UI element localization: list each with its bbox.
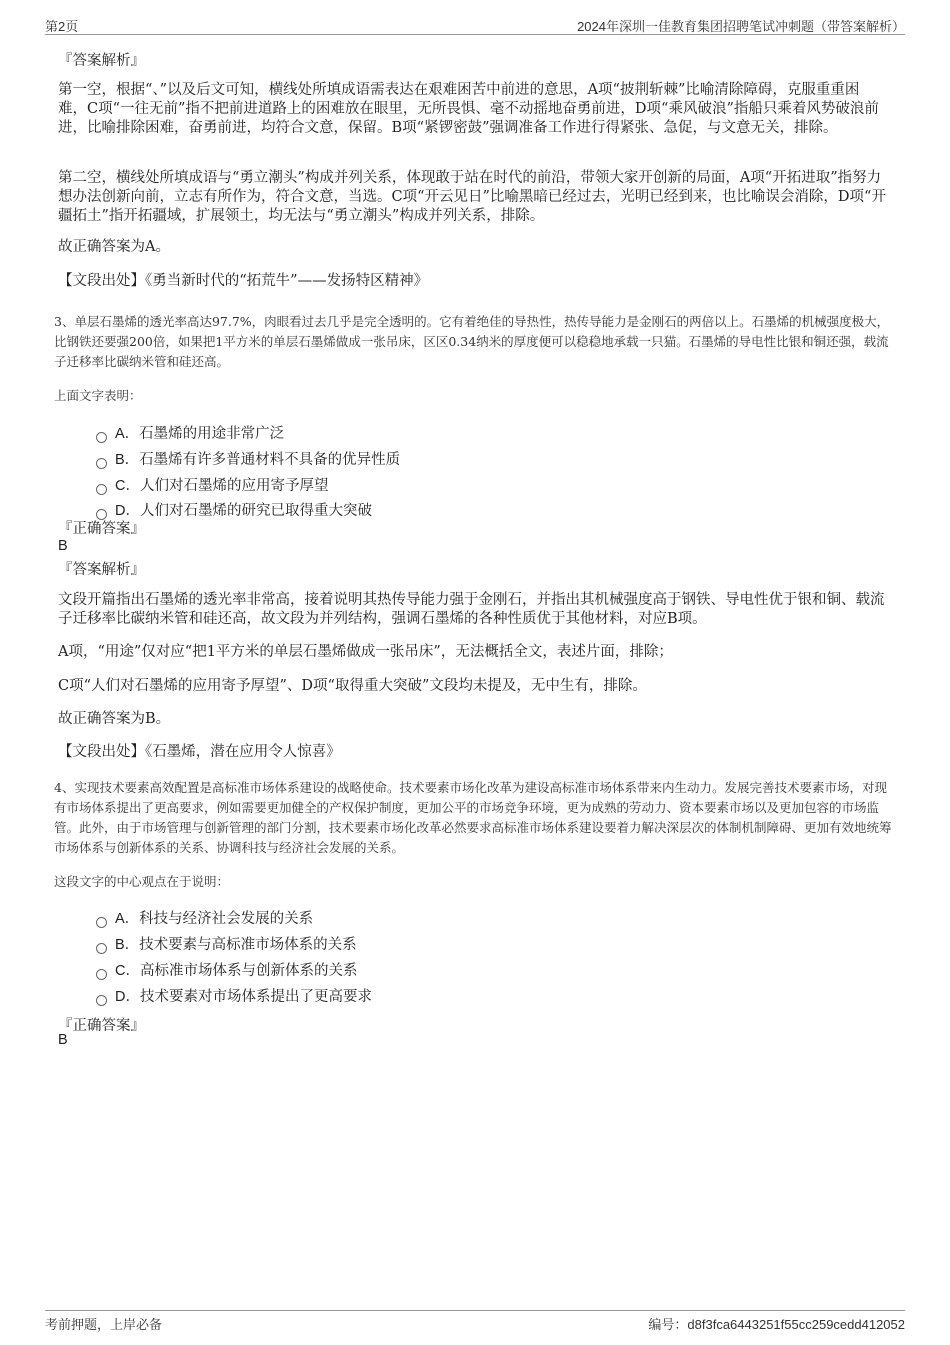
- radio-button[interactable]: [96, 943, 107, 954]
- option-text: 科技与经济社会发展的关系: [139, 911, 314, 927]
- q2-conclusion: 故正确答案为A。: [58, 239, 170, 255]
- q3-option-c[interactable]: [96, 474, 328, 494]
- radio-button[interactable]: [96, 995, 107, 1006]
- q3-correct-label: 『正确答案』: [58, 521, 145, 537]
- q3-analysis-para-2: A项，“用途”仅对应“把1平方米的单层石墨烯做成一张吊床”，无法概括全文，表述片面，排除；: [58, 644, 673, 660]
- option-text: 技术要素与高标准市场体系的关系: [139, 937, 357, 953]
- radio-button[interactable]: [96, 917, 107, 928]
- option-text: 石墨烯的用途非常广泛: [139, 426, 285, 442]
- page-number: 第2页: [45, 19, 79, 34]
- q3-correct-answer: B: [58, 538, 68, 554]
- footer-slogan: 考前押题，上岸必备: [45, 1317, 163, 1332]
- option-text: 技术要素对市场体系提出了更高要求: [139, 989, 372, 1005]
- q3-source: 【文段出处】《石墨烯，潜在应用令人惊喜》: [58, 744, 341, 760]
- option-letter: D．: [115, 989, 140, 1005]
- q4-stem: 4、实现技术要素高效配置是高标准市场体系建设的战略使命。技术要素市场化改革为建设高标准市场体系带来内生动力。发展完善技术要素市场，对现有市场体系提出了更高要求，例如需要更加健全的产权保护制度，更加公平的市场竞争环境，更为成熟的劳动力、资本要素市场以及更加包容的市场监管。此外，由于市场管理与创新管理的部门分割，技术要素市场化改革必然要求高标准市场体系建设要着力解决深层次的体制机制障碍、更加有效地统筹市场体系与创新体系的关系、协调科技与经济社会发展的关系。: [54, 780, 892, 855]
- q2-analysis-label: 『答案解析』: [58, 53, 145, 69]
- q3-option-b[interactable]: [96, 448, 400, 468]
- q3-analysis-para-1: 文段开篇指出石墨烯的透光率非常高，接着说明其热传导能力强于金刚石，并指出其机械强度高于钢铁、导电性优于银和铜、载流子迁移率比碳纳米管和硅还高，故文段为并列结构，强调石墨烯的各种性质优于其他材料，对应B项。: [58, 592, 885, 627]
- option-text: 人们对石墨烯的应用寄予厚望: [139, 478, 329, 494]
- q4-option-c[interactable]: [96, 959, 357, 979]
- q2-analysis-para-2: 第二空，横线处所填成语与“勇立潮头”构成并列关系，体现敢于站在时代的前沿，带领大家开创新的局面，A项“开拓进取”指努力想办法创新向前，立志有所作为，符合文意，当选。C项“开云见日”比喻黑暗已经过去，光明已经到来，也比喻误会消除，D项“开疆拓土”指开拓疆域，扩展领土，均无法与“勇立潮头”构成并列关系，排除。: [58, 170, 886, 224]
- option-letter: C．: [115, 478, 140, 494]
- q4-option-d[interactable]: [96, 985, 372, 1005]
- page-footer: [45, 1310, 905, 1335]
- option-letter: A．: [115, 911, 140, 927]
- radio-button[interactable]: [96, 484, 107, 495]
- radio-button[interactable]: [96, 969, 107, 980]
- q3-stem: 3、单层石墨烯的透光率高达97.7%，肉眼看过去几乎是完全透明的。它有着绝佳的导热性，热传导能力是金刚石的两倍以上。石墨烯的机械强度极大，比钢铁还要强200倍，如果把1平方米的单层石墨烯做成一张吊床，区区0.34纳米的厚度便可以稳稳地承载一只猫。石墨烯的导电性比银和铜还强，载流子迁移率比碳纳米管和硅还高。: [54, 314, 890, 369]
- document-code: 编号：d8f3fca6443251f55cc259cedd412052: [648, 1317, 905, 1332]
- q4-option-a[interactable]: [96, 907, 313, 927]
- option-text: 石墨烯有许多普通材料不具备的优异性质: [139, 452, 401, 468]
- q3-analysis-para-3: C项“人们对石墨烯的应用寄予厚望”、D项“取得重大突破”文段均未提及，无中生有，排除。: [58, 678, 647, 694]
- option-text: 人们对石墨烯的研究已取得重大突破: [139, 503, 372, 519]
- q3-prompt: 上面文字表明：: [54, 388, 142, 403]
- option-letter: B．: [115, 937, 140, 953]
- option-letter: C．: [115, 963, 140, 979]
- option-letter: D．: [115, 503, 140, 519]
- q4-option-b[interactable]: [96, 933, 357, 953]
- option-letter: B．: [115, 452, 140, 468]
- q3-option-a[interactable]: [96, 422, 284, 442]
- q4-prompt: 这段文字的中心观点在于说明：: [54, 874, 230, 889]
- option-letter: A．: [115, 426, 140, 442]
- q3-conclusion: 故正确答案为B。: [58, 711, 171, 727]
- q3-option-d[interactable]: [96, 499, 372, 519]
- radio-button[interactable]: [96, 458, 107, 469]
- option-text: 高标准市场体系与创新体系的关系: [139, 963, 358, 979]
- q2-source: 【文段出处】《勇当新时代的“拓荒牛”——发扬特区精神》: [58, 273, 429, 289]
- page-header: [45, 14, 905, 35]
- radio-button[interactable]: [96, 432, 107, 443]
- q4-correct-label: 『正确答案』: [58, 1018, 145, 1034]
- q4-correct-answer: B: [58, 1032, 68, 1048]
- q3-analysis-label: 『答案解析』: [58, 562, 145, 578]
- q2-analysis-para-1: 第一空，根据“、”以及后文可知，横线处所填成语需表达在艰难困苦中前进的意思，A项“披荆斩棘”比喻清除障碍，克服重重困难，C项“一往无前”指不把前进道路上的困难放在眼里，无所畏惧、毫不动摇地奋勇前进，D项“乘风破浪”指船只乘着风势破浪前进，比喻排除困难，奋勇前进，均符合文意，保留。B项“紧锣密鼓”强调准备工作进行得紧张、急促，与文意无关，排除。: [58, 82, 879, 136]
- document-title: 2024年深圳一佳教育集团招聘笔试冲刺题（带答案解析）: [577, 19, 905, 34]
